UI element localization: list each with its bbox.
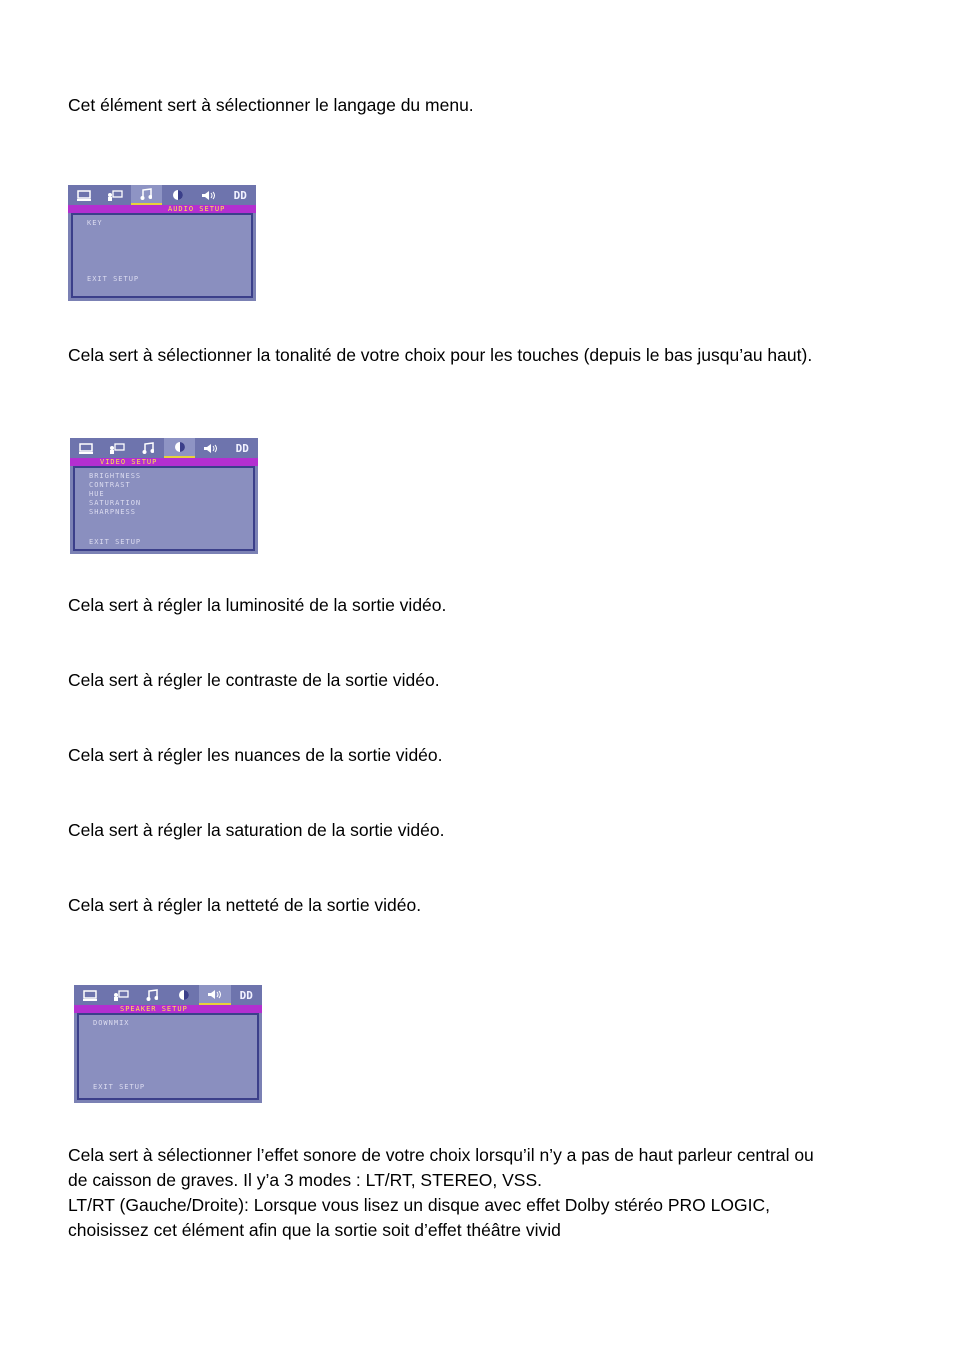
paragraph-line: LT/RT (Gauche/Droite): Lorsque vous lisez un disque avec effet Dolby stéréo PRO LOGIC, xyxy=(68,1195,770,1215)
osd-menu-body xyxy=(77,1013,259,1100)
osd-menu-body xyxy=(73,466,255,551)
speaker-icon xyxy=(199,985,230,1005)
osd-tab-bar xyxy=(74,985,262,1005)
color-disc-icon xyxy=(164,438,195,458)
osd-video-setup xyxy=(70,438,258,554)
paragraph-contrast: Cela sert à régler le contraste de la sortie vidéo. xyxy=(68,670,440,690)
osd-speaker-setup xyxy=(74,985,262,1103)
osd-title-bar xyxy=(68,205,256,213)
osd-title-bar xyxy=(74,1005,262,1013)
music-note-icon xyxy=(137,985,168,1005)
paragraph-sharpness: Cela sert à régler la netteté de la sortie vidéo. xyxy=(68,895,422,915)
osd-tab-bar xyxy=(68,185,256,205)
tv-user-icon xyxy=(101,438,132,458)
osd-item-key: KEY xyxy=(87,219,103,227)
osd-item-brightness: BRIGHTNESS xyxy=(89,472,142,480)
dolby-digital-tab: DD xyxy=(235,441,249,455)
monitor-icon xyxy=(68,185,99,205)
dolby-digital-tab: DD xyxy=(233,188,247,202)
monitor-icon xyxy=(74,985,105,1005)
music-note-icon xyxy=(133,438,164,458)
paragraph-hue: Cela sert à régler les nuances de la sortie vidéo. xyxy=(68,745,443,765)
paragraph-line: de caisson de graves. Il y’a 3 modes : LT/RT, STEREO, VSS. xyxy=(68,1170,542,1190)
osd-menu-body xyxy=(71,213,253,298)
paragraph-downmix xyxy=(68,1143,898,1243)
osd-audio-setup xyxy=(68,185,256,301)
osd-title: SPEAKER SETUP xyxy=(120,1005,188,1013)
tv-user-icon xyxy=(105,985,136,1005)
color-disc-icon xyxy=(162,185,193,205)
paragraph-line: Cela sert à sélectionner l’effet sonore de votre choix lorsqu’il n’y a pas de haut parleur central ou xyxy=(68,1145,814,1165)
dolby-digital-tab: DD xyxy=(239,988,253,1002)
osd-tab-bar xyxy=(70,438,258,458)
speaker-icon xyxy=(195,438,226,458)
speaker-icon xyxy=(193,185,224,205)
osd-title: AUDIO SETUP xyxy=(168,205,226,213)
osd-item-hue: HUE xyxy=(89,490,105,498)
osd-item-contrast: CONTRAST xyxy=(89,481,131,489)
paragraph-line: choisissez cet élément afin que la sortie soit d’effet théâtre vivid xyxy=(68,1220,561,1240)
paragraph-key-tone: Cela sert à sélectionner la tonalité de votre choix pour les touches (depuis le bas jusqu’au haut). xyxy=(68,345,813,365)
osd-title-bar xyxy=(70,458,258,466)
osd-item-downmix: DOWNMIX xyxy=(93,1019,130,1027)
osd-item-sharpness: SHARPNESS xyxy=(89,508,136,516)
color-disc-icon xyxy=(168,985,199,1005)
paragraph-brightness: Cela sert à régler la luminosité de la sortie vidéo. xyxy=(68,595,447,615)
tv-user-icon xyxy=(99,185,130,205)
osd-title: VIDEO SETUP xyxy=(100,458,158,466)
monitor-icon xyxy=(70,438,101,458)
osd-item-exit-setup: EXIT SETUP xyxy=(89,538,142,546)
osd-item-exit-setup: EXIT SETUP xyxy=(93,1083,146,1091)
osd-item-saturation: SATURATION xyxy=(89,499,142,507)
paragraph-saturation: Cela sert à régler la saturation de la sortie vidéo. xyxy=(68,820,445,840)
music-note-icon xyxy=(131,185,162,205)
paragraph-menu-language: Cet élément sert à sélectionner le langage du menu. xyxy=(68,95,474,115)
osd-item-exit-setup: EXIT SETUP xyxy=(87,275,140,283)
